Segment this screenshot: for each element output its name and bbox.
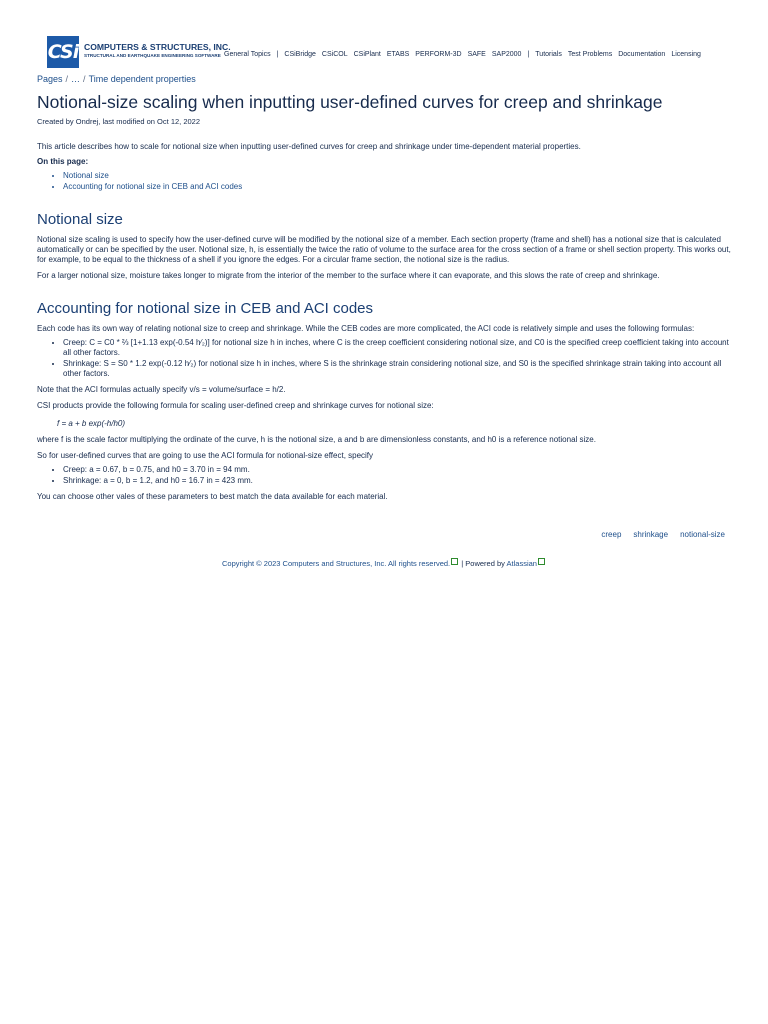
page-footer bbox=[0, 558, 768, 568]
creep-formula-item: • Creep: C = C0 * ⅔ [1+1.13 exp(-0.54 h⁄₂)] for notional size h in inches, where C is the creep coefficient considering notional size, and C0 is the specified creep coefficient taking into account all other factors. bbox=[63, 338, 732, 358]
toc-link-notional-size[interactable]: • Notional size bbox=[63, 171, 732, 181]
label-notional-size[interactable]: notional-size bbox=[680, 530, 725, 539]
csi-formula-intro: CSI products provide the following formula for scaling user-defined creep and shrinkage curves for notional size: bbox=[37, 401, 434, 410]
site-header bbox=[47, 36, 727, 70]
where-paragraph: where f is the scale factor multiplying the ordinate of the curve, h is the notional size, a and b are dimensionless constants, and h0 is a reference notional size. bbox=[37, 435, 596, 444]
page-labels bbox=[589, 530, 725, 539]
nav-documentation[interactable]: Documentation bbox=[618, 51, 666, 58]
heading-notional-size: Notional size bbox=[37, 211, 123, 228]
label-shrinkage[interactable]: shrinkage bbox=[633, 530, 669, 539]
page-byline: Created by Ondrej, last modified on Oct 12, 2022 bbox=[37, 117, 201, 126]
codes-paragraph: Each code has its own way of relating notional size to creep and shrinkage. While the CEB codes are more complicated, the ACI code is relatively simple and uses the following formulas: bbox=[37, 324, 695, 333]
table-of-contents bbox=[37, 171, 732, 192]
logo-company-name: COMPUTERS & STRUCTURES, INC. bbox=[84, 42, 231, 52]
creep-params-item: • Creep: a = 0.67, b = 0.75, and h0 = 3.70 in = 94 mm. bbox=[63, 465, 732, 475]
notional-size-paragraph: Notional size scaling is used to specify how the user-defined curve will be modified by the notional size of a member. Each section property (frame and shell) has a notional size that is calculated automatically or can be specified by the user. Notional size, h, is essentially the twice the ratio of volume to the surface area for the cross section of a frame or shell section property. This works out, for example, to be equal to the thickness of a shell if you ignore the edges. For a circular frame section, the notional size is the radius. bbox=[37, 235, 731, 264]
toc-link-accounting[interactable]: • Accounting for notional size in CEB and ACI codes bbox=[63, 182, 732, 192]
moisture-paragraph: For a larger notional size, moisture takes longer to migrate from the interior of the member to the surface where it can evaporate, and this slows the rate of creep and shrinkage. bbox=[37, 271, 660, 280]
nav-sap2000[interactable]: SAP2000 bbox=[491, 51, 522, 58]
breadcrumb-current[interactable]: Time dependent properties bbox=[88, 74, 196, 84]
so-for-paragraph: So for user-defined curves that are going to use the ACI formula for notional-size effect, specify bbox=[37, 451, 374, 460]
powered-by-text: | Powered by bbox=[461, 559, 505, 568]
csi-logo[interactable]: CSi bbox=[47, 36, 79, 68]
nav-safe[interactable]: SAFE bbox=[467, 51, 486, 58]
breadcrumb: Pages / … / Time dependent properties bbox=[37, 74, 196, 84]
nav-separator: | bbox=[527, 51, 530, 58]
page-title: Notional-size scaling when inputting user-defined curves for creep and shrinkage bbox=[37, 92, 663, 112]
shrinkage-params-item: • Shrinkage: a = 0, b = 1.2, and h0 = 16.7 in = 423 mm. bbox=[63, 476, 732, 486]
nav-licensing[interactable]: Licensing bbox=[671, 51, 701, 58]
nav-csicol[interactable]: CSiCOL bbox=[321, 51, 348, 58]
nav-general-topics[interactable]: General Topics bbox=[224, 51, 271, 58]
scaling-formula: f = a + b exp(-h/h0) bbox=[57, 419, 126, 428]
copyright-link[interactable]: Copyright © 2023 Computers and Structures, Inc. All rights reserved. bbox=[222, 559, 451, 568]
heading-accounting: Accounting for notional size in CEB and ACI codes bbox=[37, 300, 374, 317]
nav-csibridge[interactable]: CSiBridge bbox=[284, 51, 316, 58]
nav-tutorials[interactable]: Tutorials bbox=[535, 51, 562, 58]
top-navigation bbox=[224, 51, 707, 58]
note-paragraph: Note that the ACI formulas actually specify v/s = volume/surface = h/2. bbox=[37, 385, 286, 394]
nav-etabs[interactable]: ETABS bbox=[386, 51, 410, 58]
atlassian-link[interactable]: Atlassian bbox=[506, 559, 537, 568]
nav-test-problems[interactable]: Test Problems bbox=[567, 51, 613, 58]
nav-csiplant[interactable]: CSiPlant bbox=[353, 51, 381, 58]
external-link-icon bbox=[538, 558, 545, 565]
nav-perform-3d[interactable]: PERFORM-3D bbox=[415, 51, 462, 58]
external-link-icon bbox=[451, 558, 458, 565]
main-content bbox=[37, 72, 732, 502]
label-creep[interactable]: creep bbox=[601, 530, 622, 539]
logo-text[interactable] bbox=[84, 42, 231, 59]
intro-paragraph: This article describes how to scale for notional size when inputting user-defined curves for creep and shrinkage under time-dependent material properties. bbox=[37, 142, 581, 151]
logo-tagline: STRUCTURAL AND EARTHQUAKE ENGINEERING SOFTWARE bbox=[84, 53, 221, 58]
breadcrumb-pages[interactable]: Pages bbox=[37, 74, 63, 84]
on-this-page-label: On this page: bbox=[37, 157, 89, 166]
nav-separator: | bbox=[276, 51, 279, 58]
aci-formula-list bbox=[37, 338, 732, 379]
parameter-list bbox=[37, 465, 732, 486]
closing-paragraph: You can choose other vales of these parameters to best match the data available for each material. bbox=[37, 492, 388, 501]
shrinkage-formula-item: • Shrinkage: S = S0 * 1.2 exp(-0.12 h⁄₂) for notional size h in inches, where S is the shrinkage strain considering notional size, and S0 is the specified shrinkage strain taking into account all other factors. bbox=[63, 359, 732, 379]
breadcrumb-ellipsis[interactable]: … bbox=[71, 74, 81, 84]
